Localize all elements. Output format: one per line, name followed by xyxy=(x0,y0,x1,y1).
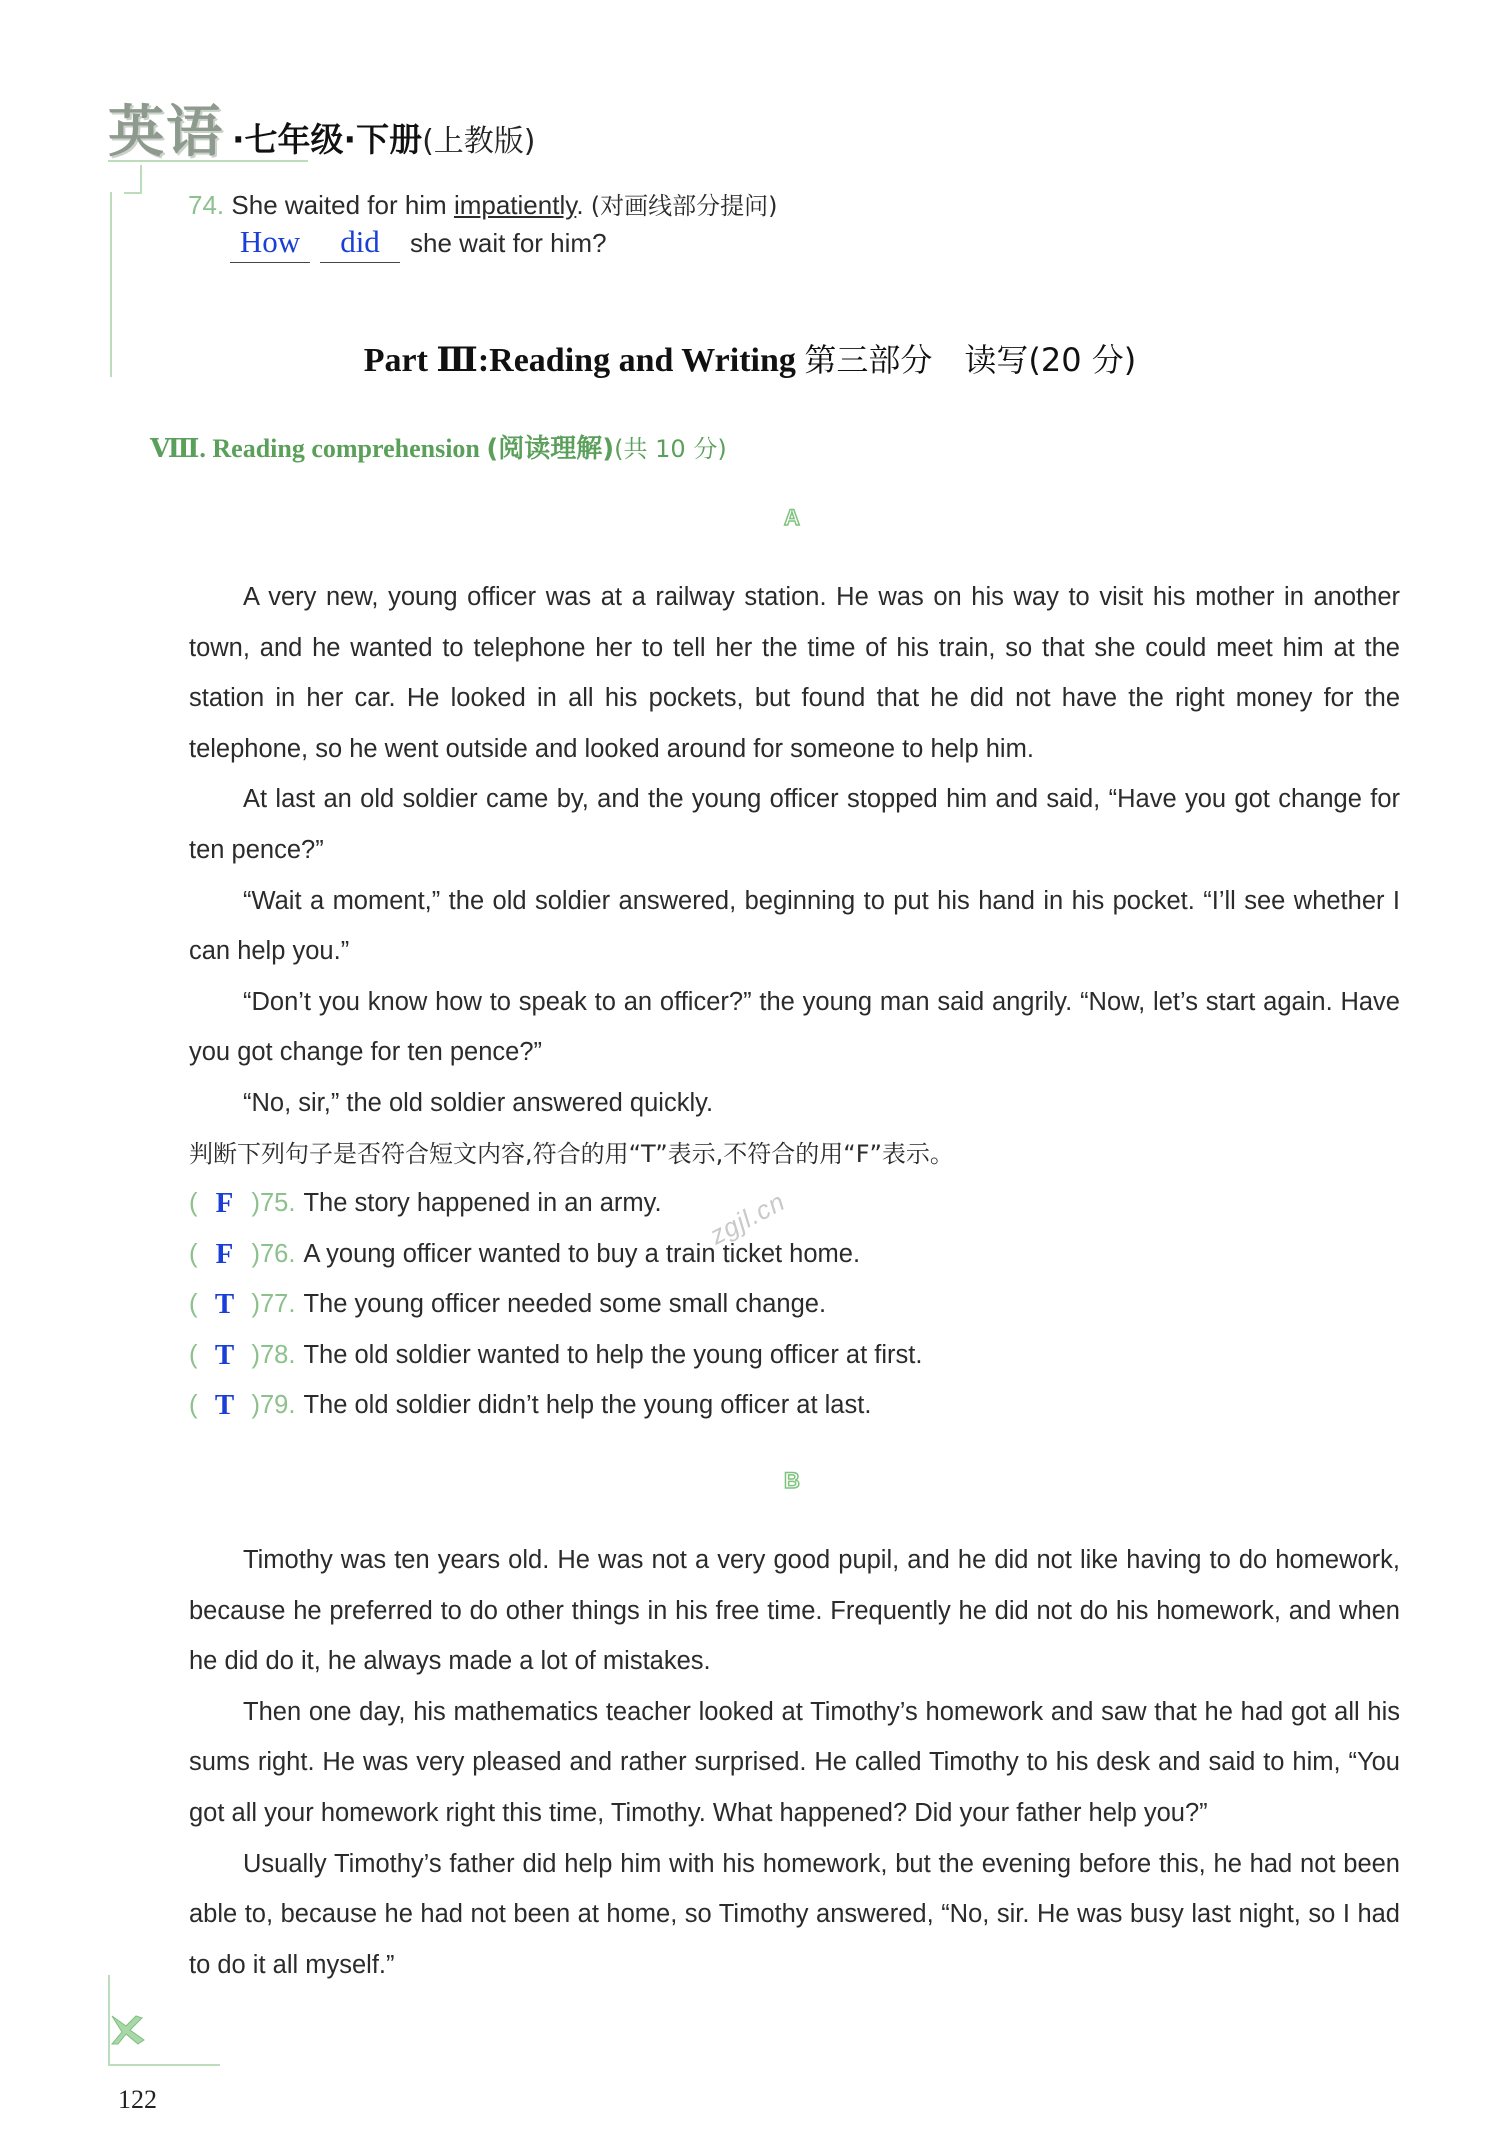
item-text: The young officer needed some small change. xyxy=(303,1290,827,1319)
section-label: Ⅷ. Reading comprehension xyxy=(150,434,480,463)
item-text: The old soldier wanted to help the young officer at first. xyxy=(303,1340,923,1369)
item-text: A young officer wanted to buy a train ticket home. xyxy=(303,1239,861,1268)
item-number: 79. xyxy=(260,1391,296,1420)
question-74-after: . xyxy=(576,190,584,220)
passage-a-paragraph: “Don’t you know how to speak to an officer?” the young man said angrily. “Now, let’s start again. Have you got change for ten pence?” xyxy=(189,987,1400,1067)
passage-a-paragraph: “No, sir,” the old soldier answered quickly. xyxy=(243,1088,714,1117)
paren-close: ) xyxy=(251,1239,260,1268)
watermark: zgjl.cn xyxy=(704,1185,791,1251)
question-74-underlined: impatiently xyxy=(453,190,577,220)
paren-open: ( xyxy=(189,1340,198,1369)
part-title-cn: 第三部分 读写(20 分) xyxy=(804,341,1137,379)
answer-mark: T xyxy=(214,1338,235,1371)
passage-a-marker: A xyxy=(784,505,800,530)
answer-mark: T xyxy=(214,1389,235,1422)
item-number: 76. xyxy=(260,1239,296,1268)
paren-open: ( xyxy=(189,1189,198,1217)
passage-a-paragraph: At last an old soldier came by, and the young officer stopped him and said, “Have you got change for ten pence?” xyxy=(189,785,1400,864)
paren-open: ( xyxy=(189,1391,198,1420)
answer-mark: T xyxy=(214,1288,235,1321)
passage-b-paragraph: Usually Timothy’s father did help him with his homework, but the evening before this, he had not been able to, because he had not been at home, so Timothy answered, “No, sir. He was busy last night, so I had to do it all myself.” xyxy=(189,1849,1400,1979)
header-edition: (上教版) xyxy=(422,124,536,159)
question-74-number: 74. xyxy=(188,190,225,220)
passage-b-paragraph: Then one day, his mathematics teacher looked at Timothy’s homework and saw that he had got all his sums right. He was very pleased and rather surprised. He called Timothy to his desk and said to him, “You got all your homework right this time, Timothy. What happened? Did your father help you?” xyxy=(189,1697,1400,1827)
answer-mark: F xyxy=(215,1187,234,1219)
question-74-hint: (对画线部分提问) xyxy=(590,192,778,220)
header-grade: ·七年级·下册 xyxy=(232,120,423,159)
true-false-list xyxy=(189,1178,922,1431)
paren-open: ( xyxy=(189,1239,198,1268)
question-74-answer-line xyxy=(230,222,607,263)
paren-close: ) xyxy=(251,1391,260,1420)
item-number: 78. xyxy=(260,1340,296,1369)
answer-blank-2: did xyxy=(320,222,400,263)
passage-a-paragraph: “Wait a moment,” the old soldier answered, beginning to put his hand in his pocket. “I’ll see whether I can help you.” xyxy=(189,886,1400,966)
true-false-item xyxy=(189,1279,922,1330)
item-number: 77. xyxy=(260,1290,296,1319)
question-74-before: She waited for him xyxy=(231,190,454,220)
item-text: The story happened in an army. xyxy=(303,1189,662,1217)
paren-close: ) xyxy=(251,1290,260,1319)
question-74 xyxy=(188,186,778,221)
passage-a xyxy=(189,572,1400,1179)
section-score: (共 10 分) xyxy=(614,435,727,463)
answer-blank-1: How xyxy=(230,222,310,263)
page-header xyxy=(108,88,536,168)
section-heading xyxy=(150,428,727,465)
passage-b-marker: B xyxy=(784,1468,800,1493)
header-brand: 英语 xyxy=(108,100,224,165)
passage-b-paragraph: Timothy was ten years old. He was not a very good pupil, and he did not like having to do homework, because he preferred to do other things in his free time. Frequently he did not do his homework, and when he did do it, he always made a lot of mistakes. xyxy=(189,1546,1400,1676)
true-false-item xyxy=(189,1380,922,1431)
true-false-item xyxy=(189,1229,922,1280)
true-false-item xyxy=(189,1178,922,1229)
page-number: 122 xyxy=(118,2085,157,2114)
part-title-en: Part Ⅲ:Reading and Writing xyxy=(363,342,796,379)
item-number: 75. xyxy=(260,1189,296,1217)
leaf-corner-icon xyxy=(108,2010,148,2050)
true-false-instruction: 判断下列句子是否符合短文内容,符合的用“T”表示,不符合的用“F”表示。 xyxy=(189,1139,954,1168)
paren-close: ) xyxy=(251,1340,260,1369)
section-label-cn: (阅读理解) xyxy=(486,434,615,464)
frame-line-step-v1 xyxy=(140,165,142,193)
part-title xyxy=(0,335,1500,381)
true-false-item xyxy=(189,1330,922,1381)
answer-line-rest: she wait for him? xyxy=(410,228,607,258)
frame-line-bottom xyxy=(108,2064,220,2066)
paren-close: ) xyxy=(251,1189,260,1217)
answer-mark: F xyxy=(215,1237,234,1270)
passage-a-paragraph: A very new, young officer was at a railway station. He was on his way to visit his mother in another town, and he wanted to telephone her to tell her the time of his train, so that she could meet him at the station in her car. He looked in all his pockets, but found that he did not have the right money for the telephone, so he went outside and looked around for someone to help him. xyxy=(189,583,1400,763)
passage-b xyxy=(189,1535,1400,1990)
frame-line-step-h xyxy=(124,192,142,194)
item-text: The old soldier didn’t help the young officer at last. xyxy=(303,1391,872,1420)
paren-open: ( xyxy=(189,1290,198,1319)
